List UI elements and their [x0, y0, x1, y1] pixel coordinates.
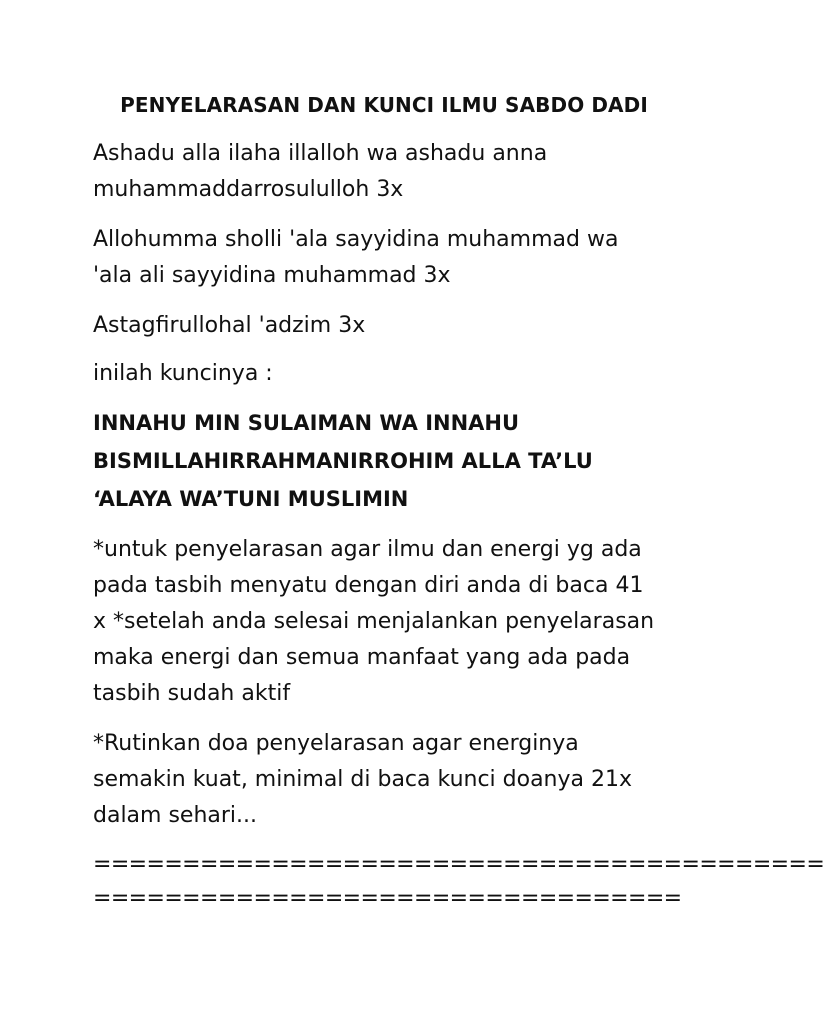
routine-paragraph: *Rutinkan doa penyelarasan agar energinya semakin kuat, minimal di baca kunci doanya 21x dalam sehari... [93, 731, 633, 828]
key-prayer-paragraph: INNAHU MIN SULAIMAN WA INNAHU BISMILLAHIRRAHMANIRROHIM ALLA TA’LU ‘ALAYA WA’TUNI MUSLIMIN [93, 411, 593, 511]
sholawat-paragraph: Allohumma sholli 'ala sayyidina muhammad wa 'ala ali sayyidina muhammad 3x [93, 227, 619, 288]
instruction-paragraph: *untuk penyelarasan agar ilmu dan energi yg ada pada tasbih menyatu dengan diri anda di baca 41 x *setelah anda selesai menjalankan penyelarasan maka energi dan semua manfaat yang ada pada tasbih sudah aktif [93, 537, 655, 706]
document-title: PENYELARASAN DAN KUNCI ILMU SABDO DADI [120, 93, 648, 117]
syahadat-paragraph: Ashadu alla ilaha illalloh wa ashadu anna muhammaddarrosululloh 3x [93, 141, 548, 202]
key-intro-paragraph: inilah kuncinya : [93, 361, 273, 386]
istighfar-paragraph: Astagfirullohal 'adzim 3x [93, 313, 366, 338]
separator-line: ========================================= ================================= [93, 852, 824, 911]
document-body [93, 136, 824, 916]
